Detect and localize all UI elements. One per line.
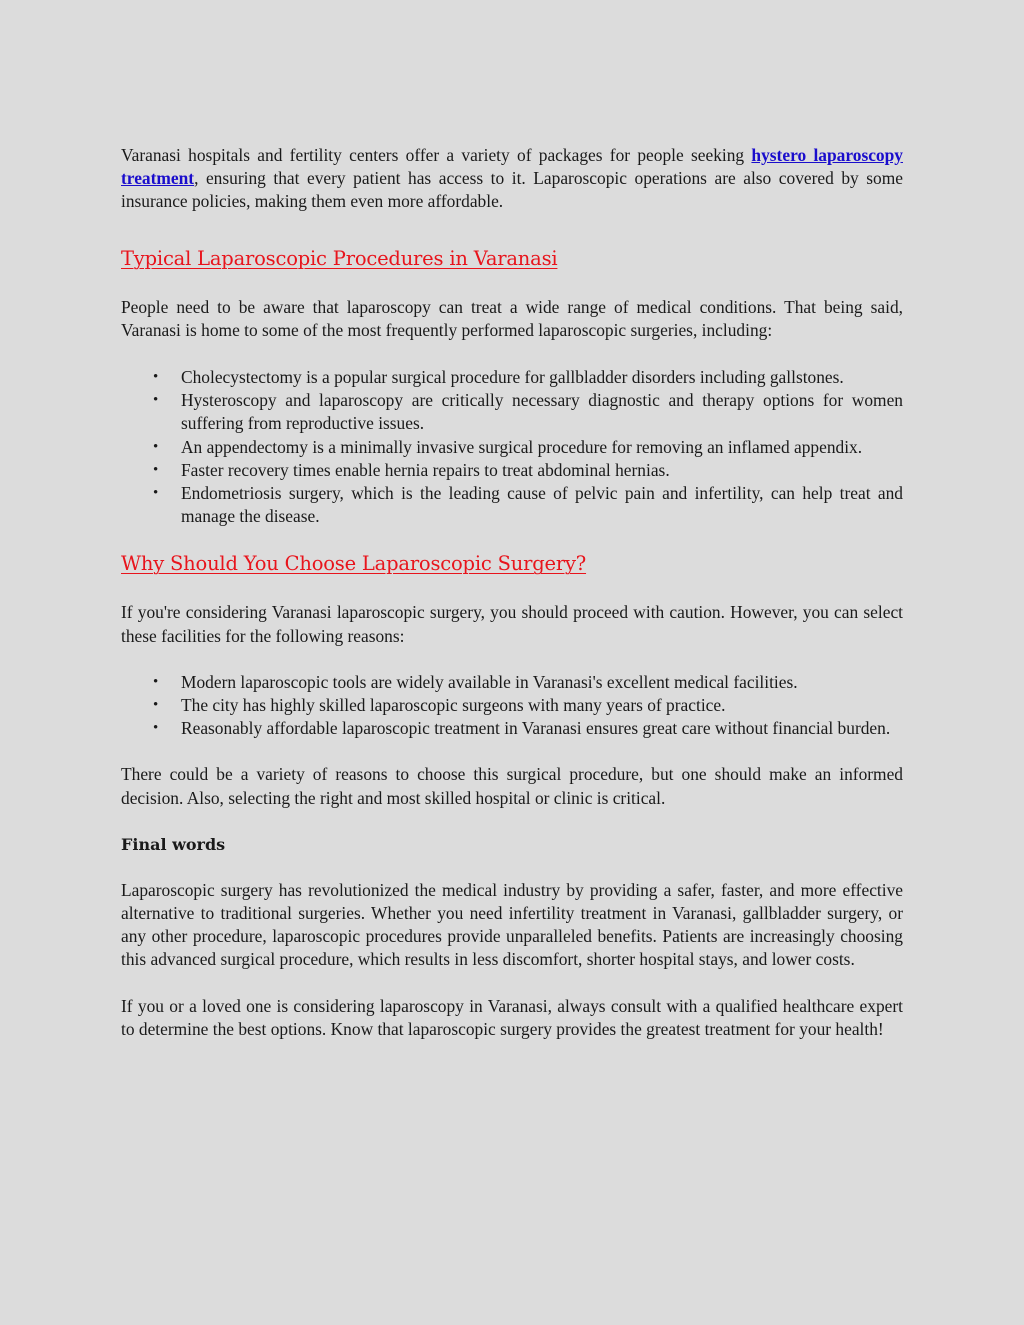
- list-item-text: Endometriosis surgery, which is the leading cause of pelvic pain and infertility, can help treat and manage the disease.: [181, 483, 903, 527]
- list-item: [121, 671, 903, 694]
- list-item-text: Faster recovery times enable hernia repairs to treat abdominal hernias.: [181, 459, 670, 480]
- list-item-text: Hysteroscopy and laparoscopy are critically necessary diagnostic and therapy options for women suffering from reproductive issues.: [181, 390, 903, 434]
- list-item: [121, 482, 903, 528]
- reasons-list: [121, 671, 903, 741]
- list-item: [121, 436, 903, 459]
- why-choose-paragraph: If you're considering Varanasi laparoscopic surgery, you should proceed with caution. However, you can select these facilities for the following reasons:: [121, 602, 903, 646]
- intro-paragraph: [121, 144, 903, 214]
- list-item: [121, 459, 903, 482]
- procedures-list: [121, 366, 903, 528]
- decision-paragraph: There could be a variety of reasons to choose this surgical procedure, but one should make an informed decision. Also, selecting the right and most skilled hospital or clinic is critical.: [121, 764, 903, 808]
- intro-text-before: Varanasi hospitals and fertility centers offer a variety of packages for people seeking: [121, 145, 752, 165]
- list-item-text: Modern laparoscopic tools are widely available in Varanasi's excellent medical facilities.: [181, 671, 798, 692]
- intro-text-after: , ensuring that every patient has access to it. Laparoscopic operations are also covered by some insurance policies, making them even more affordable.: [121, 168, 903, 212]
- bullet-icon: •: [153, 461, 159, 478]
- list-item: [121, 366, 903, 389]
- document-content: [121, 144, 903, 1041]
- final-paragraph-1: Laparoscopic surgery has revolutionized the medical industry by providing a safer, faster, and more effective alternative to traditional surgeries. Whether you need infertility treatment in Varanasi, gallbladder surgery, or any other procedure, laparoscopic procedures provide unparalleled benefits. Patients are increasingly choosing this advanced surgical procedure, which results in less discomfort, shorter hospital stays, and lower costs.: [121, 879, 903, 970]
- final-paragraph-2: If you or a loved one is considering laparoscopy in Varanasi, always consult with a qualified healthcare expert to determine the best options. Know that laparoscopic surgery provides the greatest treatment for your health!: [121, 995, 903, 1039]
- bullet-icon: •: [153, 485, 159, 502]
- list-item-text: Cholecystectomy is a popular surgical procedure for gallbladder disorders including gallstones.: [181, 367, 844, 388]
- section-heading-why-choose: Why Should You Choose Laparoscopic Surgery?: [121, 552, 587, 576]
- hystero-laparoscopy-link[interactable]: hystero laparoscopy treatment: [121, 145, 903, 189]
- list-item-text: The city has highly skilled laparoscopic surgeons with many years of practice.: [181, 695, 726, 716]
- list-item-text: Reasonably affordable laparoscopic treatment in Varanasi ensures great care without financial burden.: [181, 718, 891, 739]
- section-heading-typical-procedures: Typical Laparoscopic Procedures in Varanasi: [121, 246, 558, 270]
- bullet-icon: •: [153, 720, 159, 737]
- list-item: [121, 717, 903, 740]
- list-item: [121, 389, 903, 435]
- final-words-heading: Final words: [121, 834, 226, 854]
- bullet-icon: •: [153, 392, 159, 409]
- bullet-icon: •: [153, 673, 159, 690]
- bullet-icon: •: [153, 438, 159, 455]
- list-item-text: An appendectomy is a minimally invasive surgical procedure for removing an inflamed appendix.: [181, 436, 863, 457]
- procedures-intro-paragraph: People need to be aware that laparoscopy can treat a wide range of medical conditions. That being said, Varanasi is home to some of the most frequently performed laparoscopic surgeries, including:: [121, 296, 903, 340]
- bullet-icon: •: [153, 697, 159, 714]
- list-item: [121, 694, 903, 717]
- bullet-icon: •: [153, 369, 159, 386]
